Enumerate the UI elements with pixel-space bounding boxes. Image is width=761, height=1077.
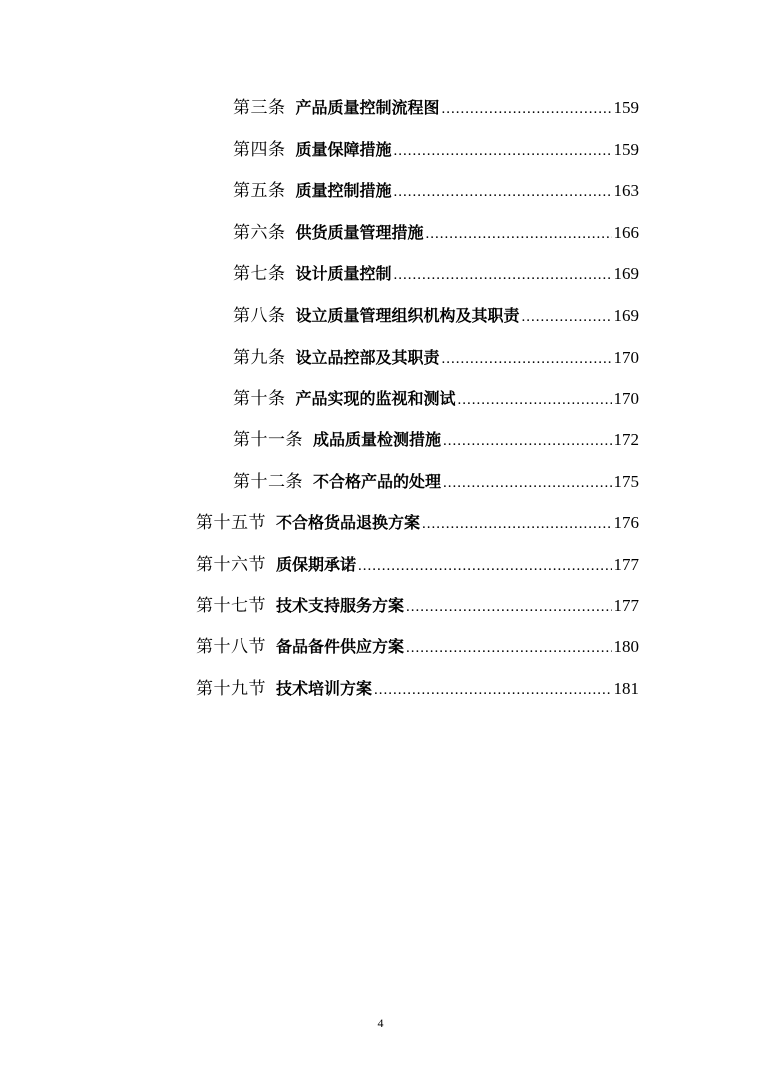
toc-entry-title: 供货质量管理措施: [295, 223, 424, 242]
toc-entry-prefix: 第十九节: [196, 679, 266, 699]
dot-leader: [443, 429, 611, 453]
toc-entry-page: 169: [613, 306, 639, 325]
toc-entry: [233, 387, 639, 411]
dot-leader: [374, 678, 611, 702]
dot-leader: [406, 636, 611, 660]
toc-entry-title: 不合格产品的处理: [313, 472, 442, 491]
dot-leader: [442, 97, 612, 121]
toc-entry-prefix: 第十二条: [233, 472, 303, 492]
toc-entry: [233, 470, 639, 494]
toc-entry: [233, 138, 639, 162]
toc-entry-page: 180: [613, 637, 639, 656]
dot-leader: [426, 222, 612, 246]
toc-entry: [196, 635, 639, 659]
toc-entry: [233, 179, 639, 203]
toc-entry: [196, 511, 639, 535]
toc-entry-page: 159: [613, 140, 639, 159]
dot-leader: [406, 595, 611, 619]
toc-entry-prefix: 第六条: [233, 223, 286, 243]
toc-entry-page: 175: [613, 472, 639, 491]
toc-entry-title: 备品备件供应方案: [276, 637, 405, 656]
toc-entry-title: 成品质量检测措施: [313, 430, 442, 449]
toc-entry-prefix: 第五条: [233, 181, 286, 201]
toc-entry: [233, 96, 639, 120]
toc-entry-title: 设立质量管理组织机构及其职责: [295, 306, 520, 325]
toc-entry-title: 质量保障措施: [295, 140, 392, 159]
toc-entry-page: 177: [613, 555, 639, 574]
dot-leader: [443, 471, 611, 495]
toc-entry-prefix: 第三条: [233, 98, 286, 118]
dot-leader: [394, 180, 612, 204]
toc-entry: [233, 262, 639, 286]
toc-entry: [233, 304, 639, 328]
toc-entry-title: 不合格货品退换方案: [276, 513, 421, 532]
toc-entry-prefix: 第十条: [233, 389, 286, 409]
toc-entry-prefix: 第十八节: [196, 637, 266, 657]
toc-entry-prefix: 第九条: [233, 348, 286, 368]
dot-leader: [458, 388, 612, 412]
dot-leader: [394, 263, 612, 287]
toc-entry-prefix: 第十七节: [196, 596, 266, 616]
dot-leader: [522, 305, 612, 329]
toc-entry-page: 177: [613, 596, 639, 615]
toc-entry-page: 172: [613, 430, 639, 449]
toc-entry-title: 质保期承诺: [276, 555, 357, 574]
toc-entry: [196, 677, 639, 701]
toc-entry-page: 169: [613, 264, 639, 283]
toc-entry-page: 181: [613, 679, 639, 698]
toc-entry-page: 170: [613, 348, 639, 367]
page-number: 4: [377, 1016, 384, 1030]
toc-entry-title: 设立品控部及其职责: [295, 348, 440, 367]
toc-entry-prefix: 第七条: [233, 264, 286, 284]
toc-entry-title: 技术培训方案: [276, 679, 373, 698]
toc-entry: [196, 594, 639, 618]
toc-entry-prefix: 第四条: [233, 140, 286, 160]
toc-entry-prefix: 第十五节: [196, 513, 266, 533]
toc-entry-page: 170: [613, 389, 639, 408]
toc-entry-prefix: 第十一条: [233, 430, 303, 450]
toc-entry-prefix: 第十六节: [196, 555, 266, 575]
toc-entry: [196, 553, 639, 577]
toc-entry-page: 166: [613, 223, 639, 242]
toc-entry-title: 设计质量控制: [295, 264, 392, 283]
dot-leader: [394, 139, 612, 163]
toc-entry-title: 产品实现的监视和测试: [295, 389, 456, 408]
toc-entry-page: 159: [613, 98, 639, 117]
dot-leader: [358, 554, 611, 578]
toc-entry: [233, 221, 639, 245]
toc-entry-title: 产品质量控制流程图: [295, 98, 440, 117]
toc-entry-page: 176: [613, 513, 639, 532]
toc-entry-title: 质量控制措施: [295, 181, 392, 200]
dot-leader: [442, 347, 612, 371]
toc-entry-title: 技术支持服务方案: [276, 596, 405, 615]
toc-entry-page: 163: [613, 181, 639, 200]
dot-leader: [422, 512, 611, 536]
toc-entry: [233, 428, 639, 452]
toc-entry: [233, 346, 639, 370]
toc-entry-prefix: 第八条: [233, 306, 286, 326]
